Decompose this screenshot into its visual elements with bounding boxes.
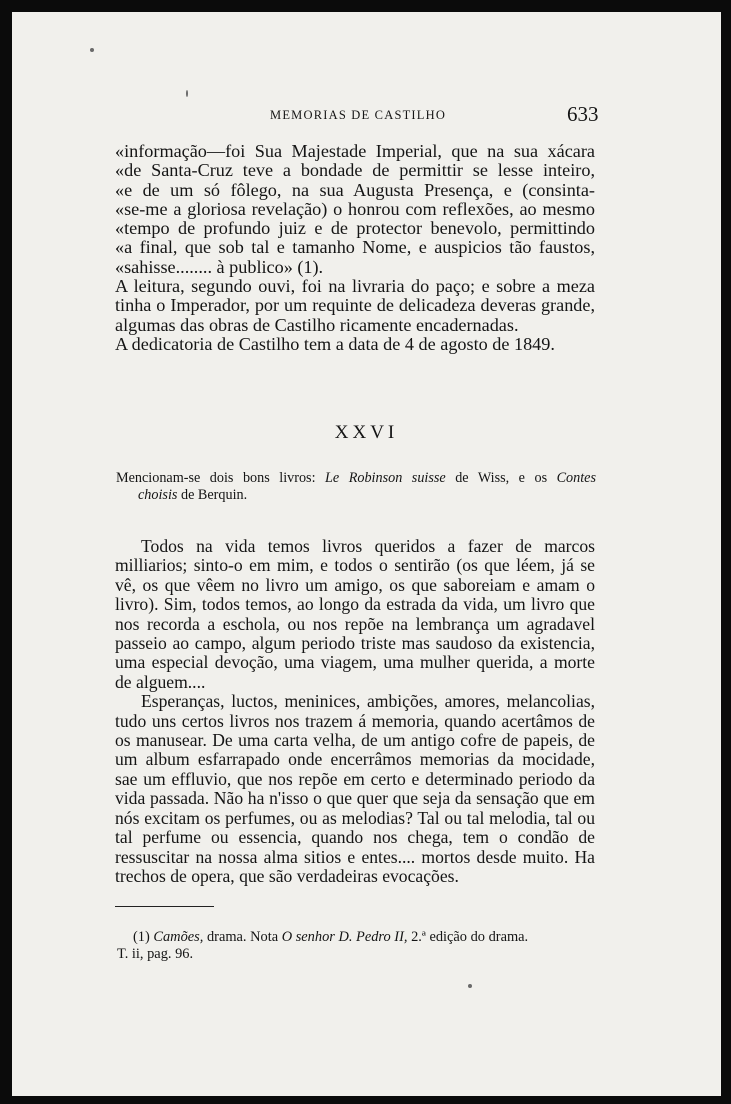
footnote-text-1: drama. Nota <box>206 929 279 945</box>
summary-mid: de Wiss, e os <box>455 470 548 486</box>
summary-line-2 <box>116 487 596 504</box>
footnote-rule <box>115 906 214 907</box>
summary-end: de Berquin. <box>180 487 248 503</box>
summary-title-contes: Contes <box>556 470 597 486</box>
scanned-page <box>12 12 721 1096</box>
page-header <box>12 102 721 130</box>
footnote-line-2: T. ii, pag. 96. <box>117 946 194 962</box>
chapter-number: XXVI <box>334 422 399 443</box>
page-number: 633 <box>567 102 599 126</box>
quote-line: «a final, que sob tal e tamanho Nome, e auspicios tão faustos, <box>115 237 595 258</box>
paragraph-leitura: A leitura, segundo ouvi, foi na livraria do paço; e sobre a meza tinha o Imperador, por um requinte de delicadeza deveras grande, algumas das obras de Castilho ricamente encadernadas. <box>115 276 595 335</box>
scan-speck <box>186 90 188 97</box>
footnote-title-camoes: Camões, <box>153 929 204 945</box>
running-title: MEMORIAS DE CASTILHO <box>270 108 447 122</box>
footnote-text-2: 2.ª edição do drama. <box>411 929 529 945</box>
quotation-block <box>115 142 595 354</box>
footnote-marker: (1) <box>133 929 150 945</box>
quote-line: «tempo de profundo juiz e de protector benevolo, permittindo <box>115 218 595 239</box>
body-paragraph: Todos na vida temos livros queridos a fazer de marcos milliarios; sinto-o em mim, e todos o sentirão (os que léem, já se vê, os que vêem no livro um amigo, os que saboreiam e amam o livro). Sim, todos temos, ao longo da estrada da vida, um livro que nos recorda a eschola, ou nos repõe na lembrança um agradavel passeio ao campo, algum periodo triste mas saudoso da existencia, uma especial devoção, uma viagem, uma mulher querida, a morte de alguem.... <box>115 536 595 692</box>
body-paragraph: Esperanças, luctos, meninices, ambições, amores, melancolias, tudo uns certos livros nos trazem á memoria, quando acertâmos de os manusear. De uma carta velha, de um antigo cofre de papeis, de um album esfarrapado onde encerrâmos memorias da mocidade, sae um effluvio, que nos repõe em certo e determinado periodo da vida passada. Não ha n'isso o que quer que seja da sensação que em nós excitam os perfumes, ou as melodias? Tal ou tal melodia, tal ou tal perfume ou essencia, quando nos chega, tem o condão de ressuscitar na nossa alma sitios e entes.... mortos desde muito. Ha trechos de opera, que são verdadeiras evocações. <box>115 691 595 886</box>
quote-line: «se-me a gloriosa revelação) o honrou com reflexões, ao mesmo <box>115 198 595 219</box>
quote-line: «de Santa-Cruz teve a bondade de permittir se lesse inteiro, <box>115 160 595 181</box>
summary-title-choisis: choisis <box>138 487 178 503</box>
summary-title-robinson: Le Robinson suisse <box>325 470 446 486</box>
chapter-body <box>115 537 595 886</box>
quote-line: «informação—foi Sua Majestade Imperial, que na sua xácara <box>115 141 595 161</box>
chapter-summary <box>116 470 596 504</box>
quote-line: «sahisse........ à publico» (1). <box>115 256 324 277</box>
summary-line-1 <box>116 470 596 487</box>
scan-speck <box>468 984 472 988</box>
footnote-line-1 <box>117 929 595 946</box>
footnote-title-pedro: O senhor D. Pedro II, <box>281 929 408 945</box>
scan-speck <box>90 48 94 52</box>
quote-line: «e de um só fôlego, na sua Augusta Presença, e (consinta- <box>115 179 595 200</box>
paragraph-dedicatoria: A dedicatoria de Castilho tem a data de 4 de agosto de 1849. <box>115 333 555 354</box>
summary-pre: Mencionam-se dois bons livros: <box>116 470 316 486</box>
footnote <box>117 929 595 963</box>
